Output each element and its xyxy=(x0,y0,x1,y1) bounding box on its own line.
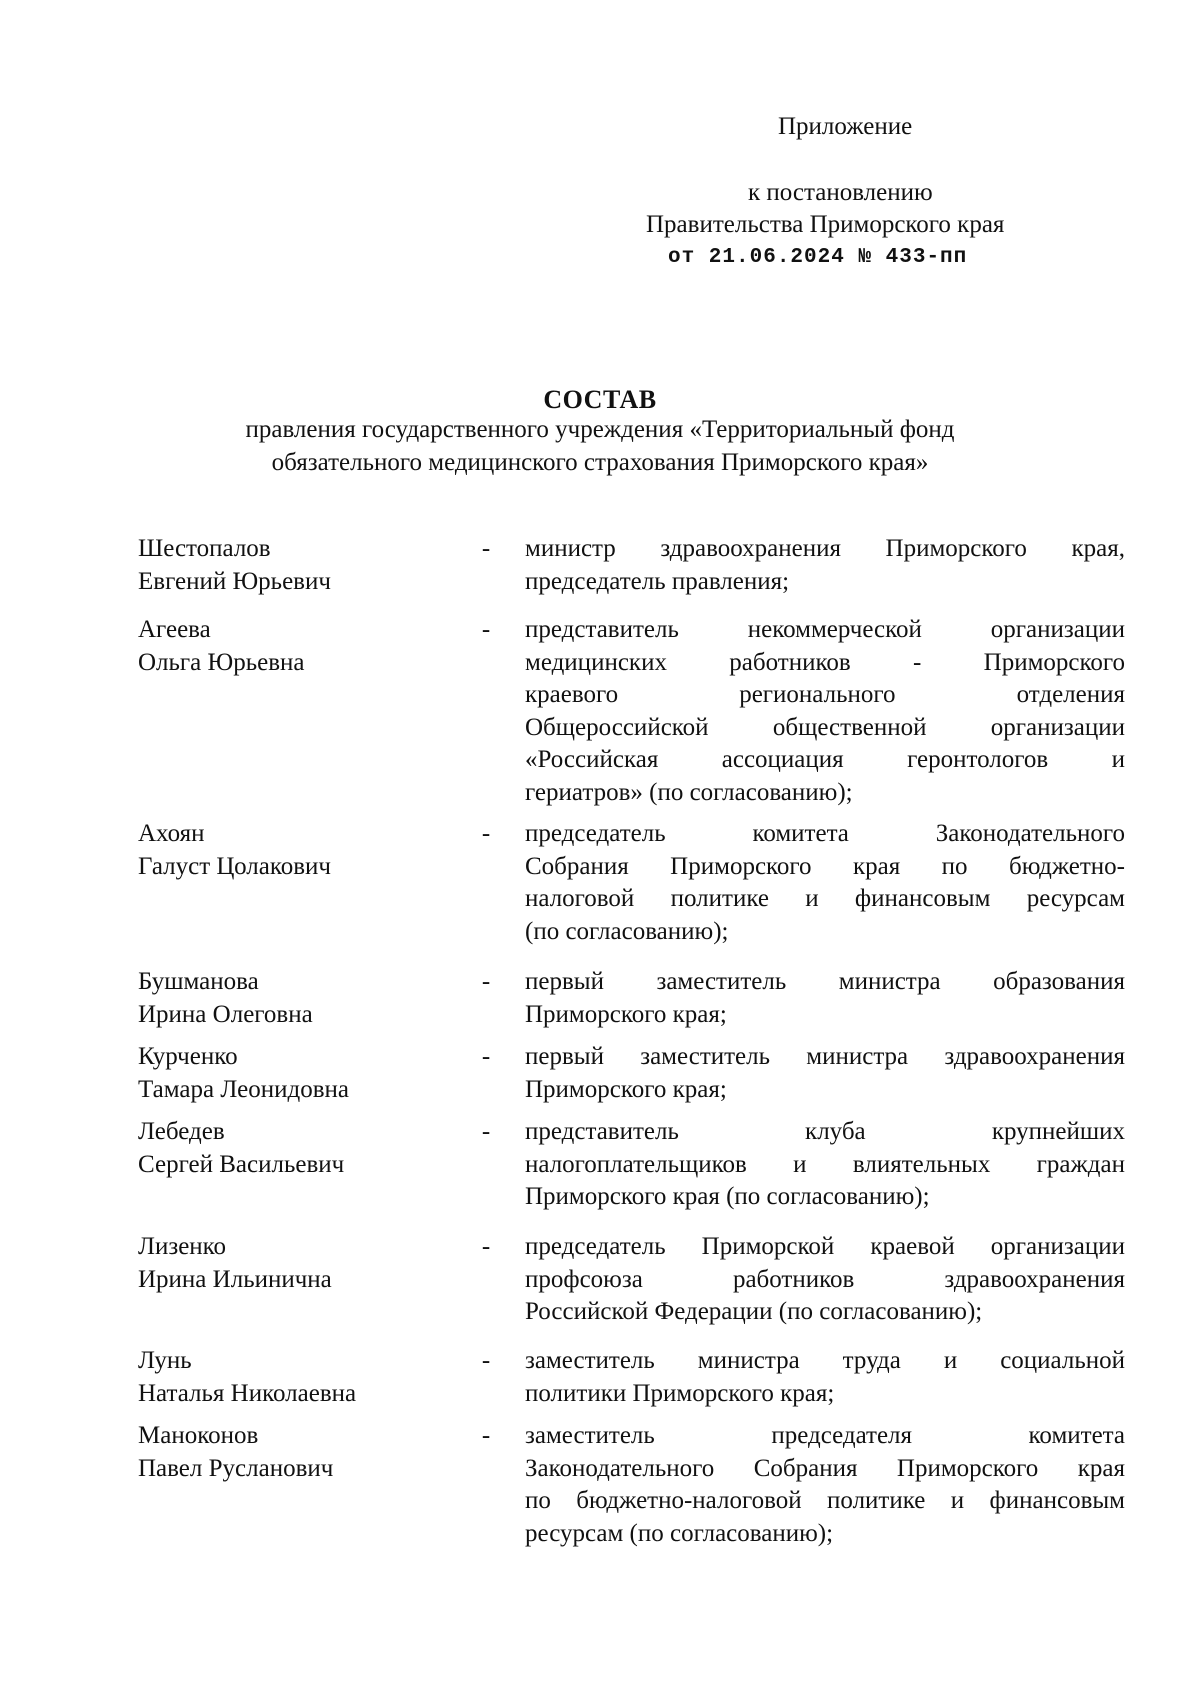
member-role-line: заместитель министра труда и социальной xyxy=(525,1347,1125,1374)
member-role xyxy=(525,1041,1125,1106)
member-role-line: первый заместитель министра здравоохранения xyxy=(525,1043,1125,1070)
member-dash: - xyxy=(481,1118,491,1145)
member-dash: - xyxy=(481,820,491,847)
member-role xyxy=(525,614,1125,809)
member-surname: Ахоян xyxy=(138,820,205,847)
member-role-line: Приморского края; xyxy=(525,1075,727,1103)
member-surname: Курченко xyxy=(138,1043,238,1070)
member-role-line: по бюджетно-налоговой политике и финансовым xyxy=(525,1487,1125,1514)
member-role-line: профсоюза работников здравоохранения xyxy=(525,1265,1125,1293)
annex-date-number: от 21.06.2024 № 433-пп xyxy=(668,246,968,269)
member-surname: Лебедев xyxy=(138,1118,225,1145)
member-role-line: министр здравоохранения Приморского края, xyxy=(525,535,1125,562)
member-name xyxy=(138,533,468,598)
member-role-line: Приморского края; xyxy=(525,1000,727,1028)
member-surname: Шестопалов xyxy=(138,535,271,562)
member-role-line: медицинских работников - Приморского xyxy=(525,648,1125,676)
member-role-line: председатель комитета Законодательного xyxy=(525,820,1125,847)
member-name xyxy=(138,1345,468,1410)
member-surname: Маноконов xyxy=(138,1422,259,1449)
member-role-line: представитель некоммерческой организации xyxy=(525,616,1125,643)
document-subtitle-line: обязательного медицинского страхования Приморского края» xyxy=(271,449,929,476)
member-role-line: краевого регионального отделения xyxy=(525,681,1125,708)
member-given-names: Павел Русланович xyxy=(138,1454,334,1482)
member-role xyxy=(525,533,1125,598)
member-role-line: гериатров» (по согласованию); xyxy=(525,778,853,806)
member-given-names: Тамара Леонидовна xyxy=(138,1075,349,1103)
member-dash: - xyxy=(481,1043,491,1070)
member-role xyxy=(525,966,1125,1031)
member-role xyxy=(525,1420,1125,1550)
member-given-names: Ирина Олеговна xyxy=(138,1000,313,1028)
member-role-line: Законодательного Собрания Приморского края xyxy=(525,1454,1125,1482)
member-dash: - xyxy=(481,616,491,643)
member-role-line: председатель Приморской краевой организации xyxy=(525,1233,1125,1260)
member-name xyxy=(138,966,468,1031)
member-role-line: налогоплательщиков и влиятельных граждан xyxy=(525,1150,1125,1178)
member-given-names: Ирина Ильинична xyxy=(138,1265,332,1293)
member-role-line: первый заместитель министра образования xyxy=(525,968,1125,995)
annex-title: Приложение xyxy=(778,113,913,140)
member-name xyxy=(138,1116,468,1181)
member-surname: Бушманова xyxy=(138,968,259,995)
member-name xyxy=(138,1041,468,1106)
member-given-names: Наталья Николаевна xyxy=(138,1379,357,1407)
member-role-line: ресурсам (по согласованию); xyxy=(525,1519,834,1547)
member-role-line: (по согласованию); xyxy=(525,917,729,945)
document-subtitle-line: правления государственного учреждения «Территориальный фонд xyxy=(245,416,955,443)
member-name xyxy=(138,818,468,883)
member-role-line: «Российская ассоциация геронтологов и xyxy=(525,746,1125,773)
member-given-names: Галуст Цолакович xyxy=(138,852,331,880)
member-given-names: Евгений Юрьевич xyxy=(138,567,331,595)
member-role xyxy=(525,1345,1125,1410)
member-role-line: председатель правления; xyxy=(525,567,790,595)
document-title: СОСТАВ xyxy=(543,385,657,414)
annex-to-resolution: к постановлению xyxy=(748,179,933,206)
member-name xyxy=(138,1420,468,1485)
member-name xyxy=(138,1231,468,1296)
member-role-line: Собрания Приморского края по бюджетно- xyxy=(525,852,1125,880)
member-role-line: заместитель председателя комитета xyxy=(525,1422,1125,1449)
member-role-line: Российской Федерации (по согласованию); xyxy=(525,1298,983,1325)
member-role xyxy=(525,1231,1125,1329)
member-dash: - xyxy=(481,968,491,995)
member-role-line: Приморского края (по согласованию); xyxy=(525,1183,930,1210)
member-surname: Лунь xyxy=(138,1347,192,1374)
member-role xyxy=(525,818,1125,948)
member-dash: - xyxy=(481,1347,491,1374)
member-name xyxy=(138,614,468,679)
member-role xyxy=(525,1116,1125,1214)
member-dash: - xyxy=(481,1422,491,1449)
member-given-names: Сергей Васильевич xyxy=(138,1150,345,1178)
member-surname: Агеева xyxy=(138,616,211,643)
member-role-line: Общероссийской общественной организации xyxy=(525,713,1125,741)
document-subtitle xyxy=(100,413,1100,479)
member-given-names: Ольга Юрьевна xyxy=(138,648,305,676)
member-role-line: представитель клуба крупнейших xyxy=(525,1118,1125,1145)
annex-government: Правительства Приморского края xyxy=(646,211,1005,238)
member-role-line: политики Приморского края; xyxy=(525,1379,835,1407)
member-dash: - xyxy=(481,535,491,562)
member-surname: Лизенко xyxy=(138,1233,227,1260)
member-dash: - xyxy=(481,1233,491,1260)
member-role-line: налоговой политике и финансовым ресурсам xyxy=(525,885,1125,912)
